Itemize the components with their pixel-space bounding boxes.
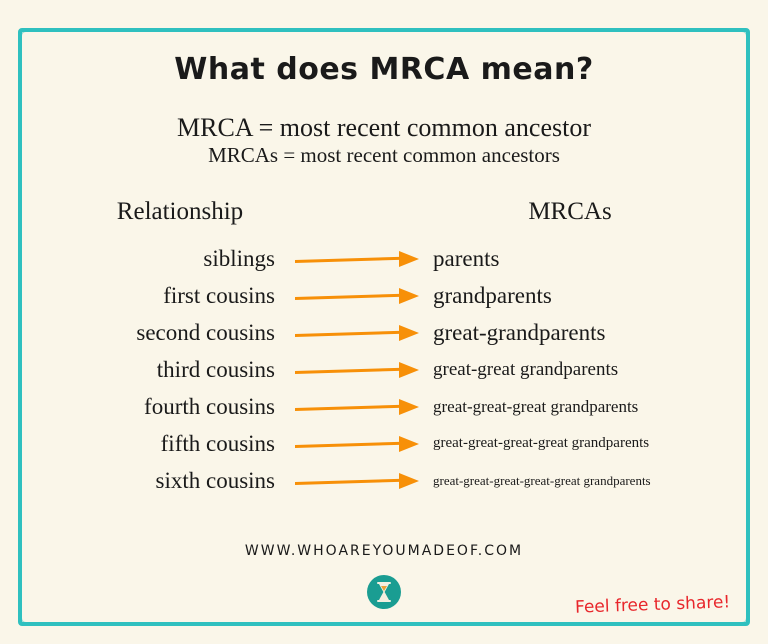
table-row [0, 425, 768, 462]
site-logo [367, 575, 401, 609]
arrow-cell [285, 462, 425, 499]
table-row [0, 277, 768, 314]
mrca-label: great-great-great-great-great grandparents [433, 472, 651, 488]
arrow-right-icon [295, 398, 420, 416]
arrow-right-icon [295, 287, 420, 305]
arrow-cell [285, 388, 425, 425]
share-note: Feel free to share! [574, 592, 731, 618]
mrca-label: great-great-great-great grandparents [433, 435, 650, 451]
mrca-label: parents [433, 245, 500, 271]
relationship-label: third cousins [156, 356, 275, 382]
mrca-label: grandparents [433, 282, 552, 308]
page-title: What does MRCA mean? [174, 52, 594, 87]
website-url: WWW.WHOAREYOUMADEOF.COM [244, 543, 524, 559]
table-row [0, 314, 768, 351]
mrca-label: great-great-great grandparents [433, 396, 639, 416]
arrow-cell [285, 314, 425, 351]
table-row [0, 351, 768, 388]
arrow-right-icon [295, 472, 420, 490]
relationship-label: first cousins [163, 282, 275, 308]
arrow-right-icon [295, 361, 420, 379]
relationship-label: second cousins [136, 319, 275, 345]
definition-plural: MRCAs = most recent common ancestors [208, 143, 560, 167]
definition-singular: MRCA = most recent common ancestor [177, 113, 591, 142]
table-row [0, 462, 768, 499]
arrow-cell [285, 240, 425, 277]
relationship-label: siblings [203, 245, 275, 271]
mrca-label: great-great grandparents [433, 358, 619, 380]
relationship-table [0, 240, 768, 499]
arrow-cell [285, 351, 425, 388]
column-header-mrcas: MRCAs [528, 198, 612, 225]
arrow-cell [285, 425, 425, 462]
hourglass-icon [375, 581, 393, 603]
column-header-relationship: Relationship [116, 198, 244, 225]
table-row [0, 388, 768, 425]
arrow-right-icon [295, 324, 420, 342]
arrow-right-icon [295, 250, 420, 268]
table-row [0, 240, 768, 277]
arrow-cell [285, 277, 425, 314]
arrow-right-icon [295, 435, 420, 453]
relationship-label: fourth cousins [144, 393, 275, 419]
relationship-label: fifth cousins [160, 430, 275, 456]
mrca-label: great-grandparents [433, 319, 606, 345]
relationship-label: sixth cousins [155, 467, 275, 493]
